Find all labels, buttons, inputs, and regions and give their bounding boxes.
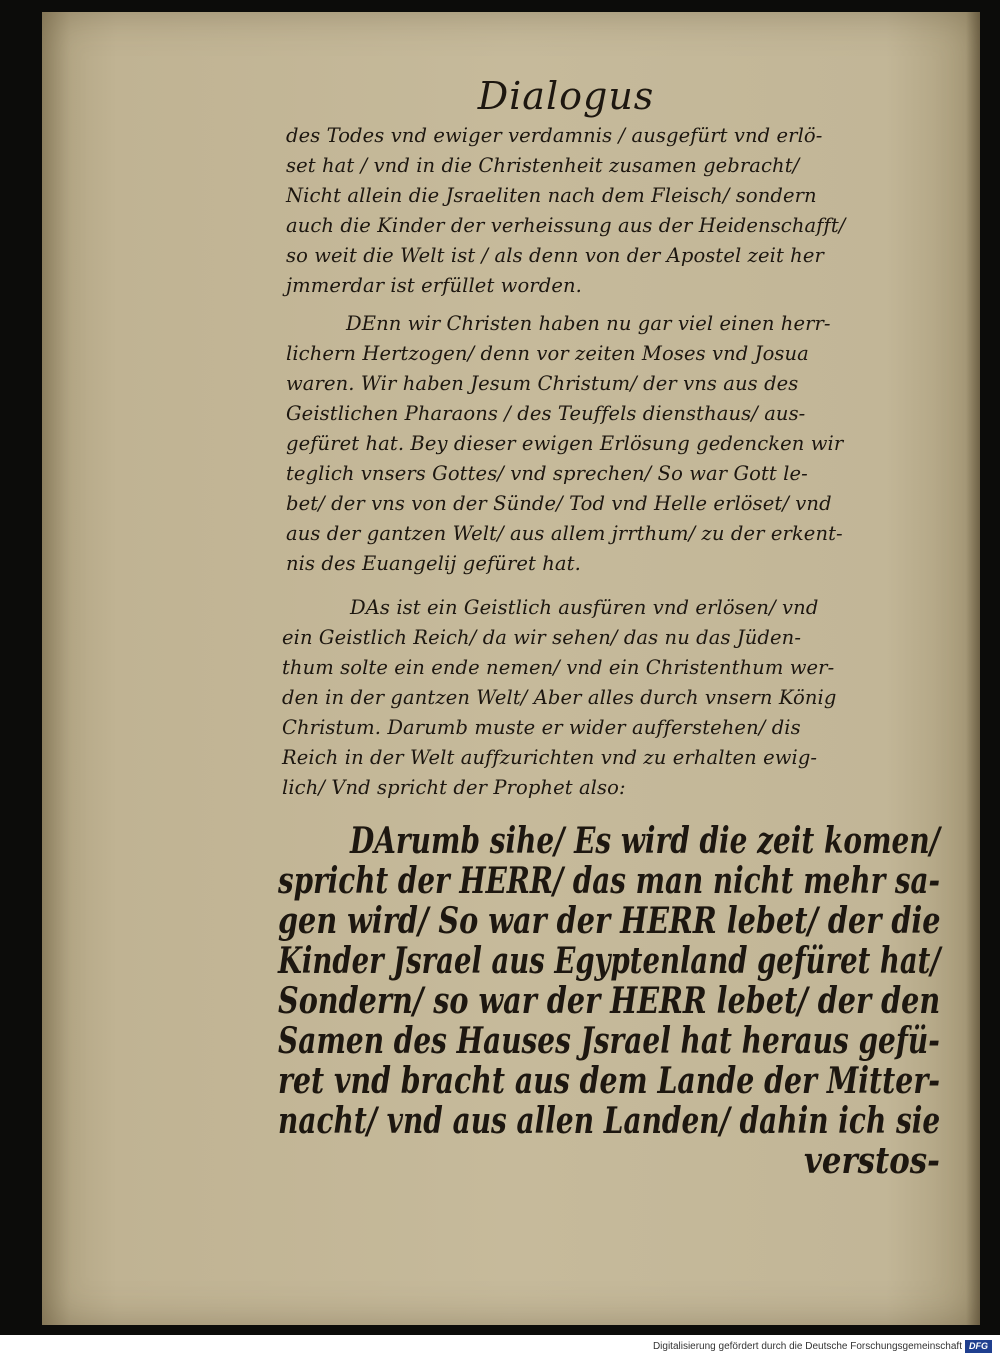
- text-line: so weit die Welt ist / als denn von der Apostel zeit her: [286, 244, 824, 267]
- text-line: Christum. Darumb muste er wider aufferstehen/ dis: [282, 716, 801, 739]
- text-line: thum solte ein ende nemen/ vnd ein Christenthum wer-: [282, 656, 835, 679]
- text-line: DAs ist ein Geistlich ausfüren vnd erlösen/ vnd: [350, 596, 819, 619]
- text-line: ein Geistlich Reich/ da wir sehen/ das nu das Jüden-: [282, 626, 802, 649]
- quotation-line: Kinder Jsrael aus Egyptenland gefüret hat/: [278, 940, 941, 982]
- running-header: Dialogus: [477, 74, 655, 118]
- quotation-line: DArumb sihe/ Es wird die zeit komen/: [350, 820, 940, 862]
- text-line: waren. Wir haben Jesum Christum/ der vns aus des: [286, 372, 799, 395]
- text-line: aus der gantzen Welt/ aus allem jrrthum/ zu der erkent-: [286, 522, 843, 545]
- text-line: des Todes vnd ewiger verdamnis / ausgefürt vnd erlö-: [286, 124, 823, 147]
- text-line: lich/ Vnd spricht der Prophet also:: [282, 776, 626, 799]
- text-line: jmmerdar ist erfüllet worden.: [286, 274, 582, 297]
- catchword: verstos-: [804, 1140, 940, 1182]
- quotation-line: Samen des Hauses Jsrael hat heraus gefü-: [278, 1020, 940, 1062]
- funding-credit: Digitalisierung gefördert durch die Deutsche Forschungsgemeinschaft: [652, 1341, 962, 1352]
- dfg-logo-icon: DFG: [965, 1340, 992, 1353]
- text-line: set hat / vnd in die Christenheit zusamen gebracht/: [286, 154, 800, 177]
- quotation-line: gen wird/ So war der HERR lebet/ der die: [278, 900, 941, 942]
- book-page: [42, 12, 980, 1325]
- text-line: den in der gantzen Welt/ Aber alles durch vnsern König: [282, 686, 837, 709]
- quotation-line: ret vnd bracht aus dem Lande der Mitter-: [278, 1060, 941, 1102]
- text-line: nis des Euangelij gefüret hat.: [286, 552, 581, 575]
- text-line: Nicht allein die Jsraeliten nach dem Fleisch/ sondern: [286, 184, 817, 207]
- text-line: auch die Kinder der verheissung aus der Heidenschafft/: [286, 214, 846, 237]
- quotation-line: nacht/ vnd aus allen Landen/ dahin ich sie: [278, 1100, 941, 1142]
- text-line: gefüret hat. Bey dieser ewigen Erlösung gedencken wir: [286, 432, 844, 455]
- text-line: Reich in der Welt auffzurichten vnd zu erhalten ewig-: [282, 746, 818, 769]
- text-line: DEnn wir Christen haben nu gar viel einen herr-: [346, 312, 831, 335]
- text-line: bet/ der vns von der Sünde/ Tod vnd Helle erlöset/ vnd: [286, 492, 832, 515]
- quotation-line: Sondern/ so war der HERR lebet/ der den: [278, 980, 941, 1022]
- text-line: lichern Hertzogen/ denn vor zeiten Moses vnd Josua: [286, 342, 809, 365]
- quotation-line: spricht der HERR/ das man nicht mehr sa-: [278, 860, 941, 902]
- text-line: Geistlichen Pharaons / des Teuffels diensthaus/ aus-: [286, 402, 806, 425]
- footer-bar: [0, 1335, 1000, 1362]
- text-line: teglich vnsers Gottes/ vnd sprechen/ So war Gott le-: [286, 462, 808, 485]
